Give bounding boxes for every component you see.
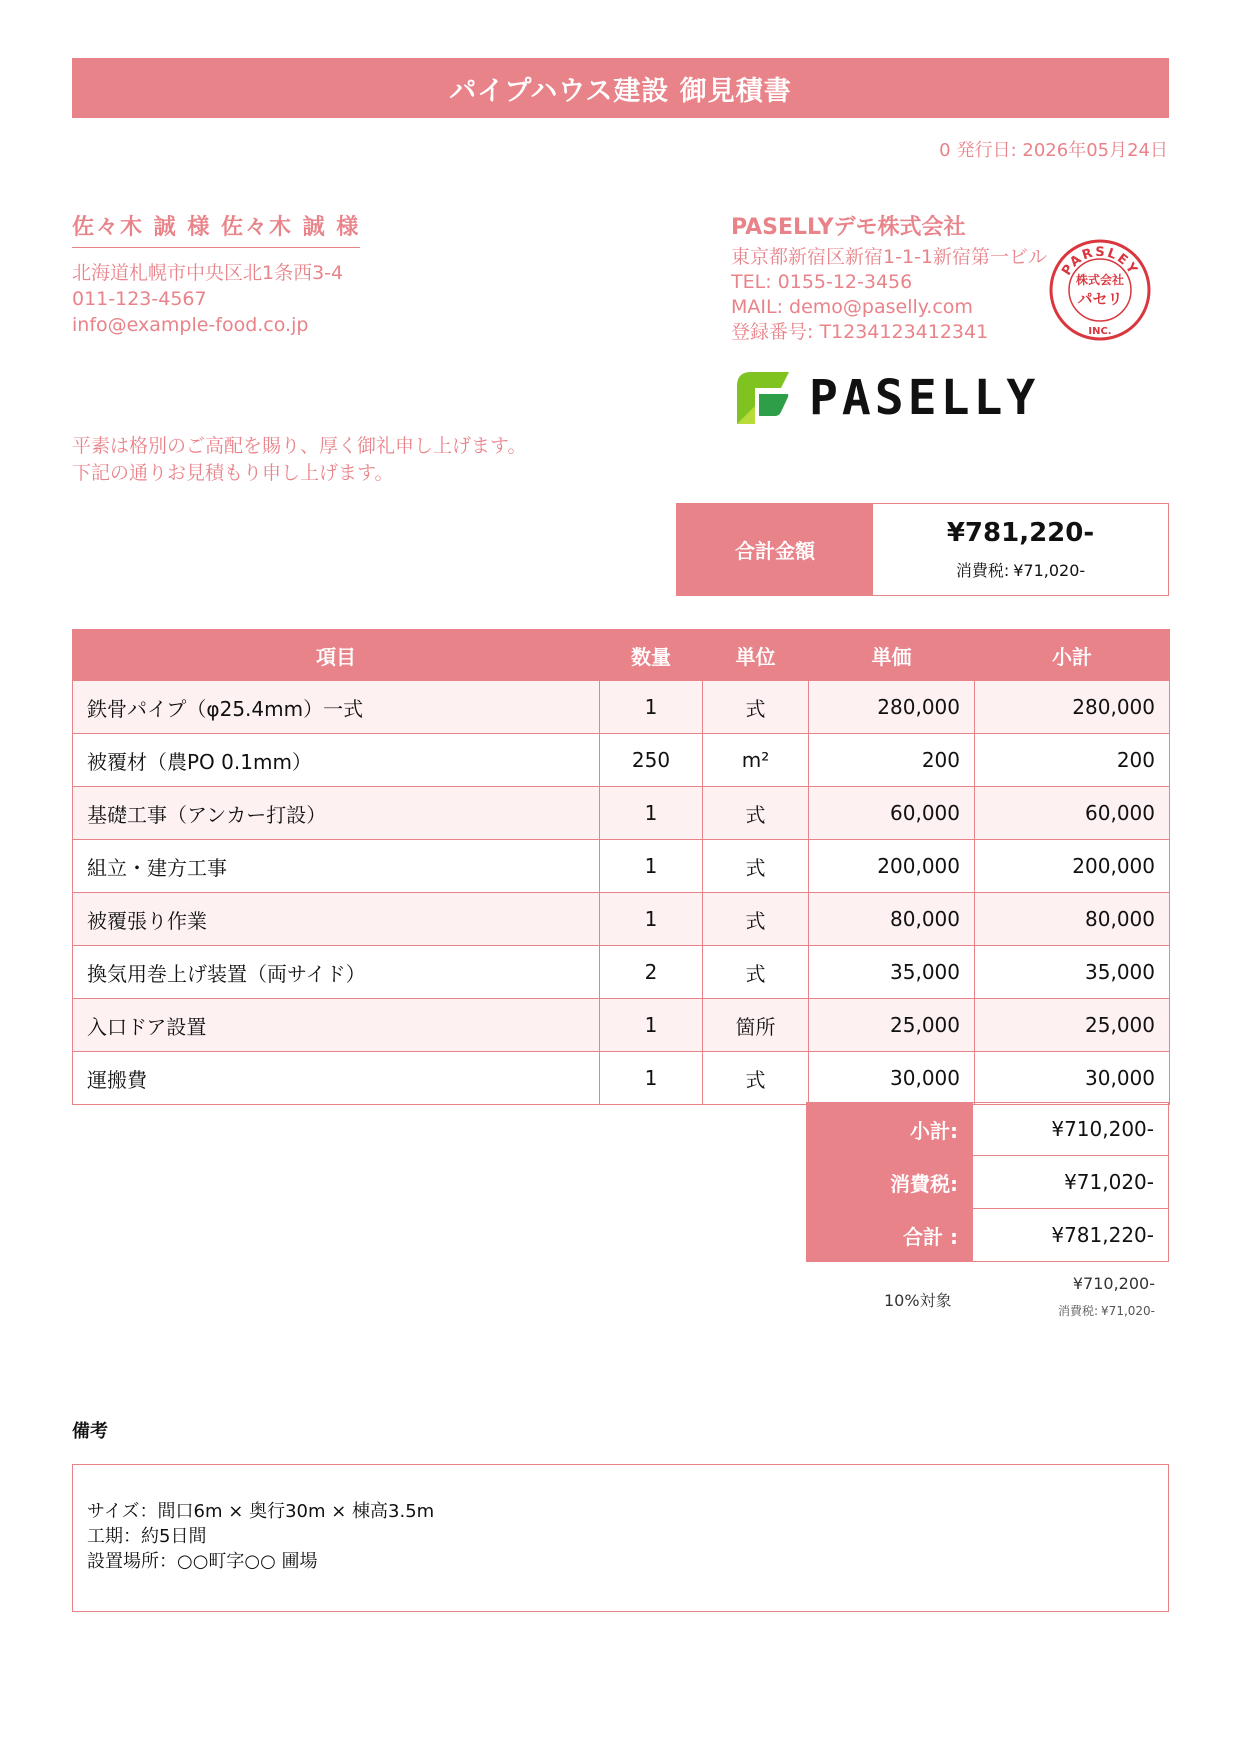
taxable-amount: ¥710,200- (1072, 1274, 1155, 1293)
grand-total-label: 合計金額 (677, 504, 873, 595)
row-subtotal: 30,000 (975, 1052, 1170, 1105)
row-quantity: 1 (600, 840, 703, 893)
notes-heading: 備考 (72, 1421, 108, 1442)
row-unit: 式 (703, 946, 809, 999)
row-quantity: 1 (600, 787, 703, 840)
svg-text:PARSLEY: PARSLEY (1059, 244, 1141, 279)
row-subtotal: 60,000 (975, 787, 1170, 840)
issuer-mail: MAIL: demo@paselly.com (731, 296, 973, 318)
svg-text:パセリ: パセリ (1077, 290, 1123, 308)
row-unit-price: 60,000 (809, 787, 975, 840)
grand-total-tax-label: 消費税: (955, 561, 1010, 580)
row-quantity: 2 (600, 946, 703, 999)
row-subtotal: 200,000 (975, 840, 1170, 893)
row-unit: 式 (703, 1052, 809, 1105)
row-unit-price: 200 (809, 734, 975, 787)
client-phone: 011-123-4567 (72, 288, 207, 310)
row-unit: 式 (703, 787, 809, 840)
svg-text:株式会社: 株式会社 (1075, 273, 1125, 287)
row-unit-price: 280,000 (809, 681, 975, 734)
notes-line: 設置場所：○○町字○○ 圃場 (87, 1551, 318, 1572)
summary-total-row (807, 1209, 1169, 1262)
header-unit-price: 単価 (809, 630, 975, 681)
row-subtotal: 80,000 (975, 893, 1170, 946)
company-logo (731, 366, 1071, 430)
row-unit: 式 (703, 840, 809, 893)
summary-tax-value: ¥71,020- (973, 1156, 1169, 1209)
document-title: パイプハウス建設 御見積書 (72, 58, 1169, 118)
row-item: 入口ドア設置 (73, 999, 600, 1052)
leaf-logo-icon (731, 366, 795, 430)
row-quantity: 1 (600, 999, 703, 1052)
issue-date: 発行日: 2026年05月24日 (956, 140, 1168, 161)
row-subtotal: 280,000 (975, 681, 1170, 734)
table-row (73, 681, 1170, 734)
notes-line: サイズ：間口6m × 奥行30m × 棟高3.5m (87, 1501, 435, 1522)
row-unit-price: 25,000 (809, 999, 975, 1052)
client-name: 佐々木 誠 様 佐々木 誠 様 (72, 210, 360, 248)
document-number: 0 (939, 140, 951, 161)
greeting (72, 433, 526, 487)
summary-subtotal-label: 小計: (807, 1103, 973, 1156)
row-unit: 式 (703, 893, 809, 946)
grand-total-box (676, 503, 1169, 596)
tax-breakdown-tax-amount: ¥71,020- (1101, 1304, 1155, 1318)
logo-wordmark: PASELLY (809, 370, 1040, 426)
row-subtotal: 25,000 (975, 999, 1170, 1052)
table-row (73, 840, 1170, 893)
summary-tax-label: 消費税: (807, 1156, 973, 1209)
client-block (72, 210, 632, 338)
summary-total-label: 合計 : (807, 1209, 973, 1262)
row-item: 換気用巻上げ装置（両サイド） (73, 946, 600, 999)
grand-total-tax-amount: ¥71,020- (1013, 561, 1086, 580)
client-address: 北海道札幌市中央区北1条西3-4 (72, 262, 344, 284)
row-item: 被覆張り作業 (73, 893, 600, 946)
row-subtotal: 200 (975, 734, 1170, 787)
row-unit: 箇所 (703, 999, 809, 1052)
notes-box (72, 1464, 1169, 1612)
row-item: 基礎工事（アンカー打設） (73, 787, 600, 840)
client-email: info@example-food.co.jp (72, 314, 309, 336)
grand-total-amount: ¥781,220- (946, 518, 1095, 548)
company-seal-icon (1048, 238, 1152, 342)
row-quantity: 250 (600, 734, 703, 787)
tax-breakdown-tax-label: 消費税: (1058, 1304, 1099, 1318)
row-quantity: 1 (600, 893, 703, 946)
header-unit: 単位 (703, 630, 809, 681)
tax-rate-label: 10%対象 (884, 1291, 952, 1310)
summary-total-value: ¥781,220- (973, 1209, 1169, 1262)
issuer-name: PASELLYデモ株式会社 (731, 215, 966, 240)
row-unit: m² (703, 734, 809, 787)
row-unit-price: 200,000 (809, 840, 975, 893)
greeting-line-1: 平素は格別のご高配を賜り、厚く御礼申し上げます。 (72, 435, 527, 457)
table-row (73, 946, 1170, 999)
row-item: 組立・建方工事 (73, 840, 600, 893)
row-quantity: 1 (600, 1052, 703, 1105)
summary-subtotal-row (807, 1103, 1169, 1156)
table-row (73, 787, 1170, 840)
issuer-tel: TEL: 0155-12-3456 (731, 271, 913, 293)
table-row (73, 734, 1170, 787)
header-quantity: 数量 (600, 630, 703, 681)
grand-total-tax (956, 558, 1085, 581)
table-header-row (73, 630, 1170, 681)
row-quantity: 1 (600, 681, 703, 734)
row-subtotal: 35,000 (975, 946, 1170, 999)
line-items-table (72, 629, 1170, 1105)
table-row (73, 893, 1170, 946)
issuer-registration: 登録番号: T1234123412341 (731, 321, 989, 343)
row-unit-price: 35,000 (809, 946, 975, 999)
row-unit-price: 30,000 (809, 1052, 975, 1105)
header-subtotal: 小計 (975, 630, 1170, 681)
summary-table (806, 1102, 1169, 1262)
tax-breakdown-tax (1058, 1302, 1155, 1319)
notes-line: 工期：約5日間 (87, 1526, 207, 1547)
issuer-address: 東京都新宿区新宿1-1-1新宿第一ビル (731, 246, 1047, 268)
header-item: 項目 (73, 630, 600, 681)
table-row (73, 999, 1170, 1052)
row-item: 被覆材（農PO 0.1mm） (73, 734, 600, 787)
summary-tax-row (807, 1156, 1169, 1209)
row-item: 鉄骨パイプ（φ25.4mm）一式 (73, 681, 600, 734)
svg-text:INC.: INC. (1088, 326, 1112, 337)
summary-subtotal-value: ¥710,200- (973, 1103, 1169, 1156)
row-item: 運搬費 (73, 1052, 600, 1105)
table-row (73, 1052, 1170, 1105)
row-unit-price: 80,000 (809, 893, 975, 946)
issue-info (933, 136, 1168, 162)
row-unit: 式 (703, 681, 809, 734)
greeting-line-2: 下記の通りお見積もり申し上げます。 (72, 462, 394, 484)
